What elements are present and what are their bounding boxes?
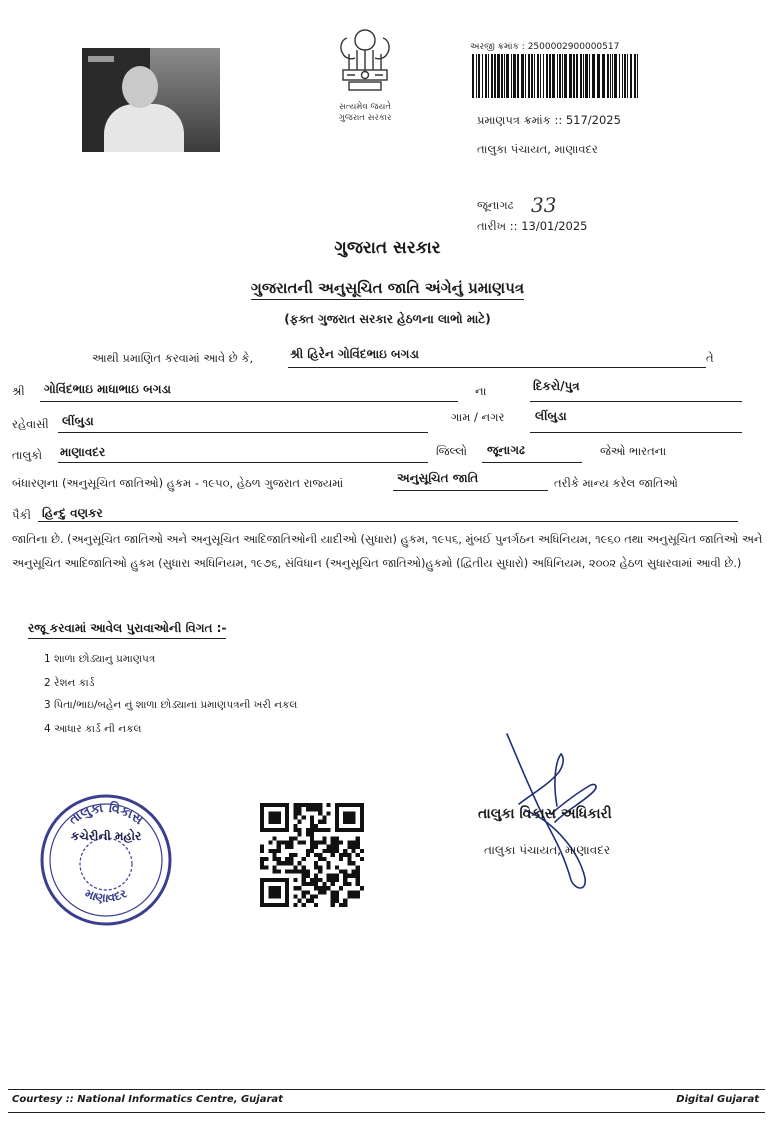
svg-text:માણાવદર	[83, 886, 130, 905]
resident-underline	[58, 432, 428, 433]
certificate-number: પ્રમાણપત્ર ક્રમાંક :: 517/2025	[477, 113, 621, 127]
document-item: 3 પિતા/ભાઇ/બહેન નું શાળા છોડ્યાનાં પ્રમાણપત્રની ખરી નકલ	[44, 699, 298, 711]
officer-title: તાલુકા વિકાસ અધિકારી	[478, 806, 612, 822]
district-value: જૂનાગઢ	[487, 443, 525, 457]
certificate-title	[0, 279, 775, 297]
government-heading: ગુજરાત સરકાર	[334, 238, 441, 258]
district-underline	[482, 462, 582, 463]
emblem-caption	[300, 102, 430, 124]
emblem-motto: સત્યમેવ જયતે	[338, 102, 392, 112]
issue-date: તારીખ :: 13/01/2025	[477, 219, 588, 233]
documents-heading: રજૂ કરવામાં આવેલ પુરાવાઓની વિગત :-	[28, 621, 226, 639]
father-underline	[40, 401, 458, 402]
village-value: લીંબુડા	[535, 409, 567, 423]
taluka-value: માણાવદર	[60, 445, 106, 459]
relation: દિકરો/પુત્ર	[533, 379, 580, 393]
certificate-title-text: ગુજરાતની અનુસૂચિત જાતિ અંગેનું પ્રમાણપત્ર	[251, 279, 524, 300]
dispatch-number	[477, 193, 556, 217]
office-seal	[36, 790, 176, 930]
applicant-photo	[82, 48, 220, 152]
relation-underline	[530, 401, 742, 402]
order-text: બંધારણના (અનુસૂચિત જાતિઓ) હુકમ - ૧૯૫૦, હેઠળ ગુજરાત રાજ્યમાં	[12, 476, 344, 490]
applicant-name: શ્રી હિરેન ગોવિંદભાઇ બગડા	[290, 347, 419, 361]
district-label: જિલ્લો	[436, 444, 468, 458]
suffix-te: તે	[706, 351, 714, 365]
village-underline	[530, 432, 742, 433]
na-label: ના	[475, 384, 487, 398]
emblem-govt: ગુજરાત સરકાર	[338, 113, 392, 123]
recognized-text: તરીકે માન્ય કરેલ જાતિઓ	[554, 476, 678, 490]
taluka-label: તાલુકો	[12, 448, 43, 462]
seal-top-text: તાલુકા વિકાસ	[66, 800, 146, 829]
father-name: ગોવિંદભાઇ માધાભાઇ બગડા	[44, 382, 172, 396]
taluka-underline	[58, 462, 428, 463]
national-emblem-icon	[325, 24, 405, 96]
village-label: ગામ / નગર	[451, 410, 505, 424]
resident-label: રહેવાસી	[12, 417, 49, 431]
footer-credit: Courtesy :: National Informatics Centre, Gujarat	[12, 1094, 283, 1105]
issuing-office: તાલુકા પંચાયત, માણાવદર	[477, 142, 598, 156]
document-item: 1 શાળા છોડ્યાનુ પ્રમાણપત્ર	[44, 653, 156, 665]
officer-office: તાલુકા પંચાયત, માણાવદર	[484, 843, 611, 857]
resident-value: લીંબુડા	[62, 414, 94, 428]
barcode	[472, 54, 640, 98]
application-number: અરજી ક્રમાંક : 2500002900000517	[470, 42, 620, 52]
india-label: જેઓ ભારતના	[600, 444, 667, 458]
intro-text: આથી પ્રમાણિત કરવામાં આવે છે કે,	[92, 351, 254, 365]
document-item: 2 રેશન કાર્ડ	[44, 677, 95, 689]
legal-paragraph: જાતિના છે. (અનુસૂચિત જાતિઓ અને અનુસૂચિત આદિજાતિઓની યાદીઓ (સુધારા) હુકમ, ૧૯૫૬, મુંબઈ પુનર્ગઠન અધિનિયમ, ૧૯૬૦ તથા અનુસૂચિત જાતિઓ અને અનુસૂચિત આદિજાતિઓ હુકમ (સુધારા અધિનિયમ, ૧૯૭૬, સંવિધાન (અનુસૂચિત જાતિઓ)હુકમો (દ્વિતીય સુધારો) અધિનિયમ, ૨૦૦૨ હેઠળ સુધારવામાં આવી છે.)	[12, 532, 763, 570]
certificate-subtitle: (ફક્ત ગુજરાત સરકાર હેઠળના લાભો માટે)	[284, 312, 491, 326]
among-label: પૈકી	[12, 508, 31, 522]
footer	[8, 1089, 765, 1113]
dispatch-label: જૂનાગઢ	[477, 198, 514, 212]
name-underline	[288, 367, 706, 368]
category-value: અનુસૂચિત જાતિ	[397, 471, 479, 485]
seal-bottom-text: માણાવદર	[83, 886, 130, 906]
document-item: 4 આધાર કાર્ડ ની નકલ	[44, 723, 142, 735]
caste-underline	[38, 521, 738, 522]
footer-brand: Digital Gujarat	[676, 1094, 759, 1105]
category-underline	[393, 490, 548, 491]
caste-value: હિન્દુ વણકર	[42, 506, 103, 520]
seal-center-text: કચેરીની મહોર	[70, 829, 142, 843]
shri-label: શ્રી	[12, 384, 25, 398]
qr-code	[260, 803, 364, 907]
dispatch-handwritten: 33	[531, 193, 557, 217]
